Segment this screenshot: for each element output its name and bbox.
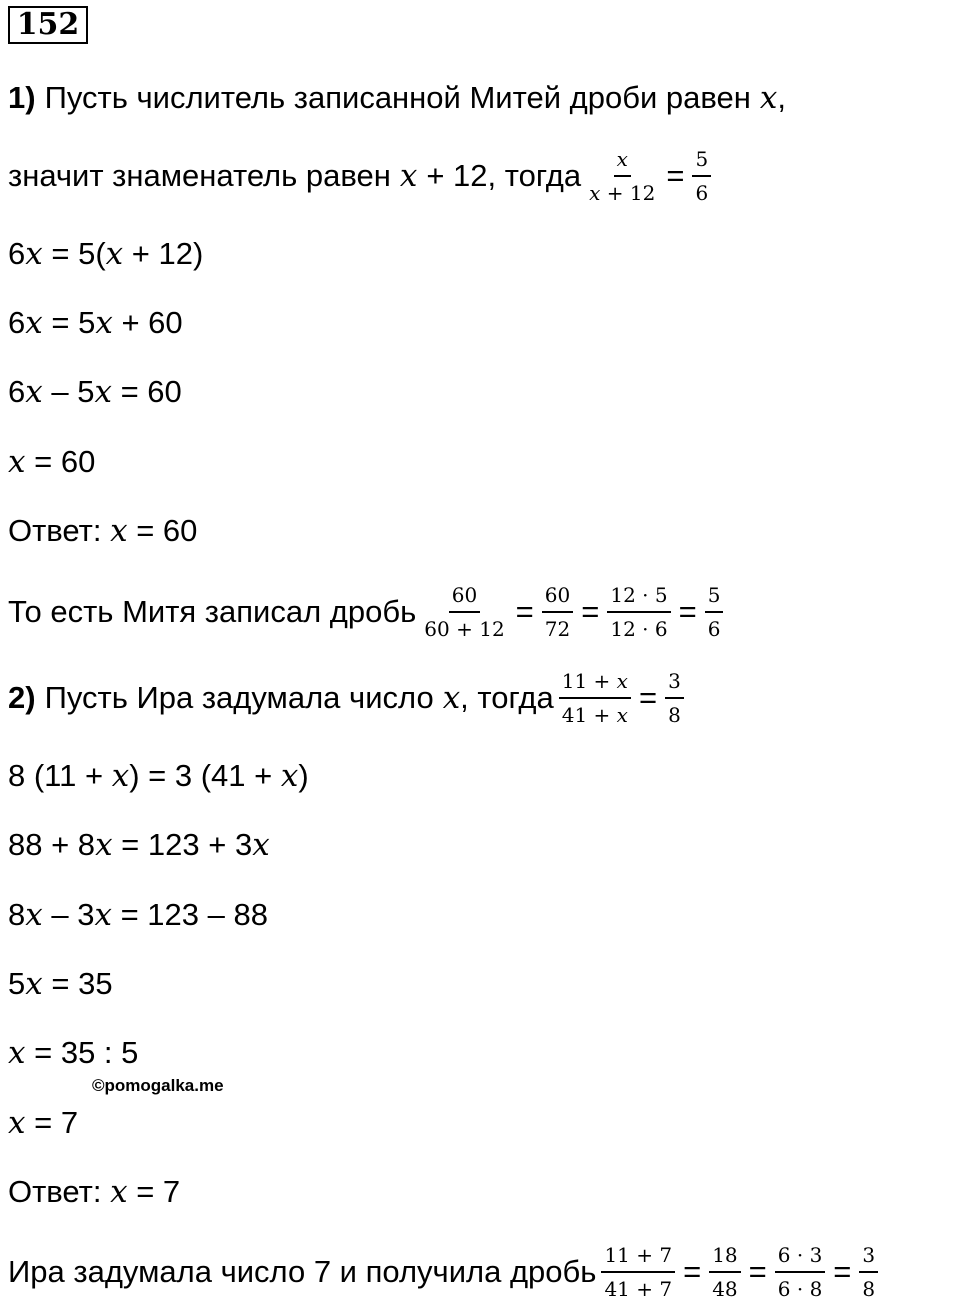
equals-sign: = (581, 594, 600, 629)
frac-num: 3 (665, 668, 684, 699)
fraction (607, 582, 670, 642)
p1-eq1 (8, 224, 203, 284)
eq-text: = 35 : 5 (34, 1035, 139, 1070)
frac-den: 60 + 12 (424, 617, 505, 641)
fraction-x-over-x-plus-12 (586, 146, 658, 206)
fraction-5-6 (692, 146, 711, 206)
fraction (709, 1242, 740, 1302)
var-x: 𝑥 (8, 1035, 26, 1071)
result-text: То есть Митя записал дробь (8, 594, 417, 629)
frac-den: 72 (544, 617, 571, 641)
fraction (542, 582, 573, 642)
eq-text: – 5 (51, 374, 95, 409)
frac-num: 5 (705, 582, 724, 613)
p2-result (8, 1242, 883, 1302)
var-x: 𝑥 (25, 966, 43, 1002)
frac-num: 11 + 7 (601, 1242, 675, 1273)
frac-num: 18 (709, 1242, 740, 1273)
p2-eq4 (8, 954, 113, 1014)
frac-den: 6 · 8 (777, 1277, 823, 1301)
fraction (421, 582, 507, 642)
answer-label: Ответ: (8, 1174, 102, 1209)
frac-den-rest: + 12 (606, 181, 656, 205)
p1-intro-b: значит знаменатель равен (8, 158, 391, 193)
eq-text: = 60 (120, 374, 182, 409)
answer-label: Ответ: (8, 513, 102, 548)
frac-den: 8 (668, 703, 681, 727)
p2-answer (8, 1162, 180, 1222)
frac-den: 48 (712, 1277, 738, 1301)
eq-text: 8 (8, 897, 26, 932)
var-x: 𝑥 (25, 374, 43, 410)
problem-number: 152 (8, 6, 88, 44)
frac-den: 41 + 7 (604, 1277, 673, 1301)
eq-text: = 123 – 88 (120, 897, 268, 932)
frac-num: 60 (449, 582, 480, 613)
var-x: 𝑥 (616, 669, 628, 693)
p1-intro-line (8, 68, 786, 128)
var-x: 𝑥 (616, 147, 628, 171)
frac-den: 6 (707, 617, 721, 641)
var-x: 𝑥 (399, 158, 418, 194)
var-x: 𝑥 (105, 236, 124, 272)
eq-text: ) (298, 758, 309, 793)
eq-text: 6 (8, 374, 26, 409)
fraction-3-8 (665, 668, 684, 728)
var-x: 𝑥 (589, 181, 601, 205)
p2-intro-line (8, 668, 689, 728)
p2-eq6 (8, 1093, 78, 1153)
frac-den: 6 (695, 181, 709, 205)
frac-num: 12 · 5 (607, 582, 670, 613)
fraction (859, 1242, 878, 1302)
var-x: 𝑥 (94, 897, 112, 933)
eq-text: = 123 + 3 (121, 827, 253, 862)
eq-text: + 12) (131, 236, 204, 271)
frac-num: 5 (692, 146, 711, 177)
eq-text: = 5( (51, 236, 106, 271)
frac-den: 8 (862, 1277, 876, 1301)
fraction-11x-41x (559, 668, 631, 728)
p2-eq3 (8, 885, 268, 945)
comma: , (777, 80, 786, 115)
p1-eq2 (8, 293, 183, 353)
p1-result (8, 582, 728, 642)
fraction (775, 1242, 826, 1302)
var-x: 𝑥 (111, 758, 130, 794)
eq-text: – 3 (51, 897, 95, 932)
equals-sign: = (833, 1254, 852, 1289)
equals-sign: = (666, 158, 685, 193)
eq-text: = 60 (34, 444, 96, 479)
equals-sign: = (638, 680, 658, 715)
var-x: 𝑥 (110, 513, 128, 549)
p1-marker: 1) (8, 80, 36, 115)
eq-text: = 7 (34, 1105, 79, 1140)
var-x: 𝑥 (442, 680, 461, 716)
var-x: 𝑥 (252, 827, 270, 863)
p2-eq1 (8, 746, 309, 806)
p1-intro-b-mid: + 12, тогда (426, 158, 582, 193)
eq-text: + 60 (121, 305, 183, 340)
eq-text: 6 (8, 236, 26, 271)
frac-num: 3 (859, 1242, 878, 1273)
eq-text: = 5 (51, 305, 96, 340)
equals-sign: = (748, 1254, 767, 1289)
fraction (705, 582, 724, 642)
frac-num: 11 + (561, 669, 611, 693)
var-x: 𝑥 (8, 1105, 26, 1141)
equals-sign: = (678, 594, 697, 629)
p2-intro-text: Пусть Ира задумала число (44, 680, 434, 715)
p2-intro-end: , тогда (460, 680, 554, 715)
eq-text: 6 (8, 305, 26, 340)
equals-sign: = (515, 594, 534, 629)
answer-value: = 7 (136, 1174, 181, 1209)
var-x: 𝑥 (616, 703, 628, 727)
p1-eq4 (8, 432, 95, 492)
equals-sign: = (683, 1254, 702, 1289)
p1-eq3 (8, 362, 182, 422)
eq-text: = 35 (51, 966, 113, 1001)
var-x: 𝑥 (759, 80, 778, 116)
eq-text: ) = 3 (41 + (129, 758, 273, 793)
var-x: 𝑥 (280, 758, 299, 794)
var-x: 𝑥 (95, 827, 113, 863)
var-x: 𝑥 (25, 236, 43, 272)
frac-den: 12 · 6 (610, 617, 668, 641)
eq-text: 88 + 8 (8, 827, 96, 862)
var-x: 𝑥 (25, 305, 43, 341)
answer-value: = 60 (136, 513, 198, 548)
eq-text: 5 (8, 966, 26, 1001)
p1-answer (8, 501, 197, 561)
var-x: 𝑥 (95, 305, 113, 341)
p2-eq5 (8, 1023, 138, 1083)
frac-num: 6 · 3 (775, 1242, 826, 1273)
p2-eq2 (8, 815, 270, 875)
eq-text: 8 (11 + (8, 758, 104, 793)
var-x: 𝑥 (25, 897, 43, 933)
var-x: 𝑥 (110, 1174, 128, 1210)
p1-denominator-line (8, 146, 716, 206)
var-x: 𝑥 (94, 374, 112, 410)
frac-den: 41 + (561, 703, 611, 727)
p2-marker: 2) (8, 680, 36, 715)
frac-num: 60 (542, 582, 573, 613)
var-x: 𝑥 (8, 444, 26, 480)
watermark: ©pomogalka.me (92, 1076, 224, 1095)
result-text: Ира задумала число 7 и получила дробь (8, 1254, 597, 1289)
p1-intro-text: Пусть числитель записанной Митей дроби равен (44, 80, 751, 115)
fraction (601, 1242, 675, 1302)
